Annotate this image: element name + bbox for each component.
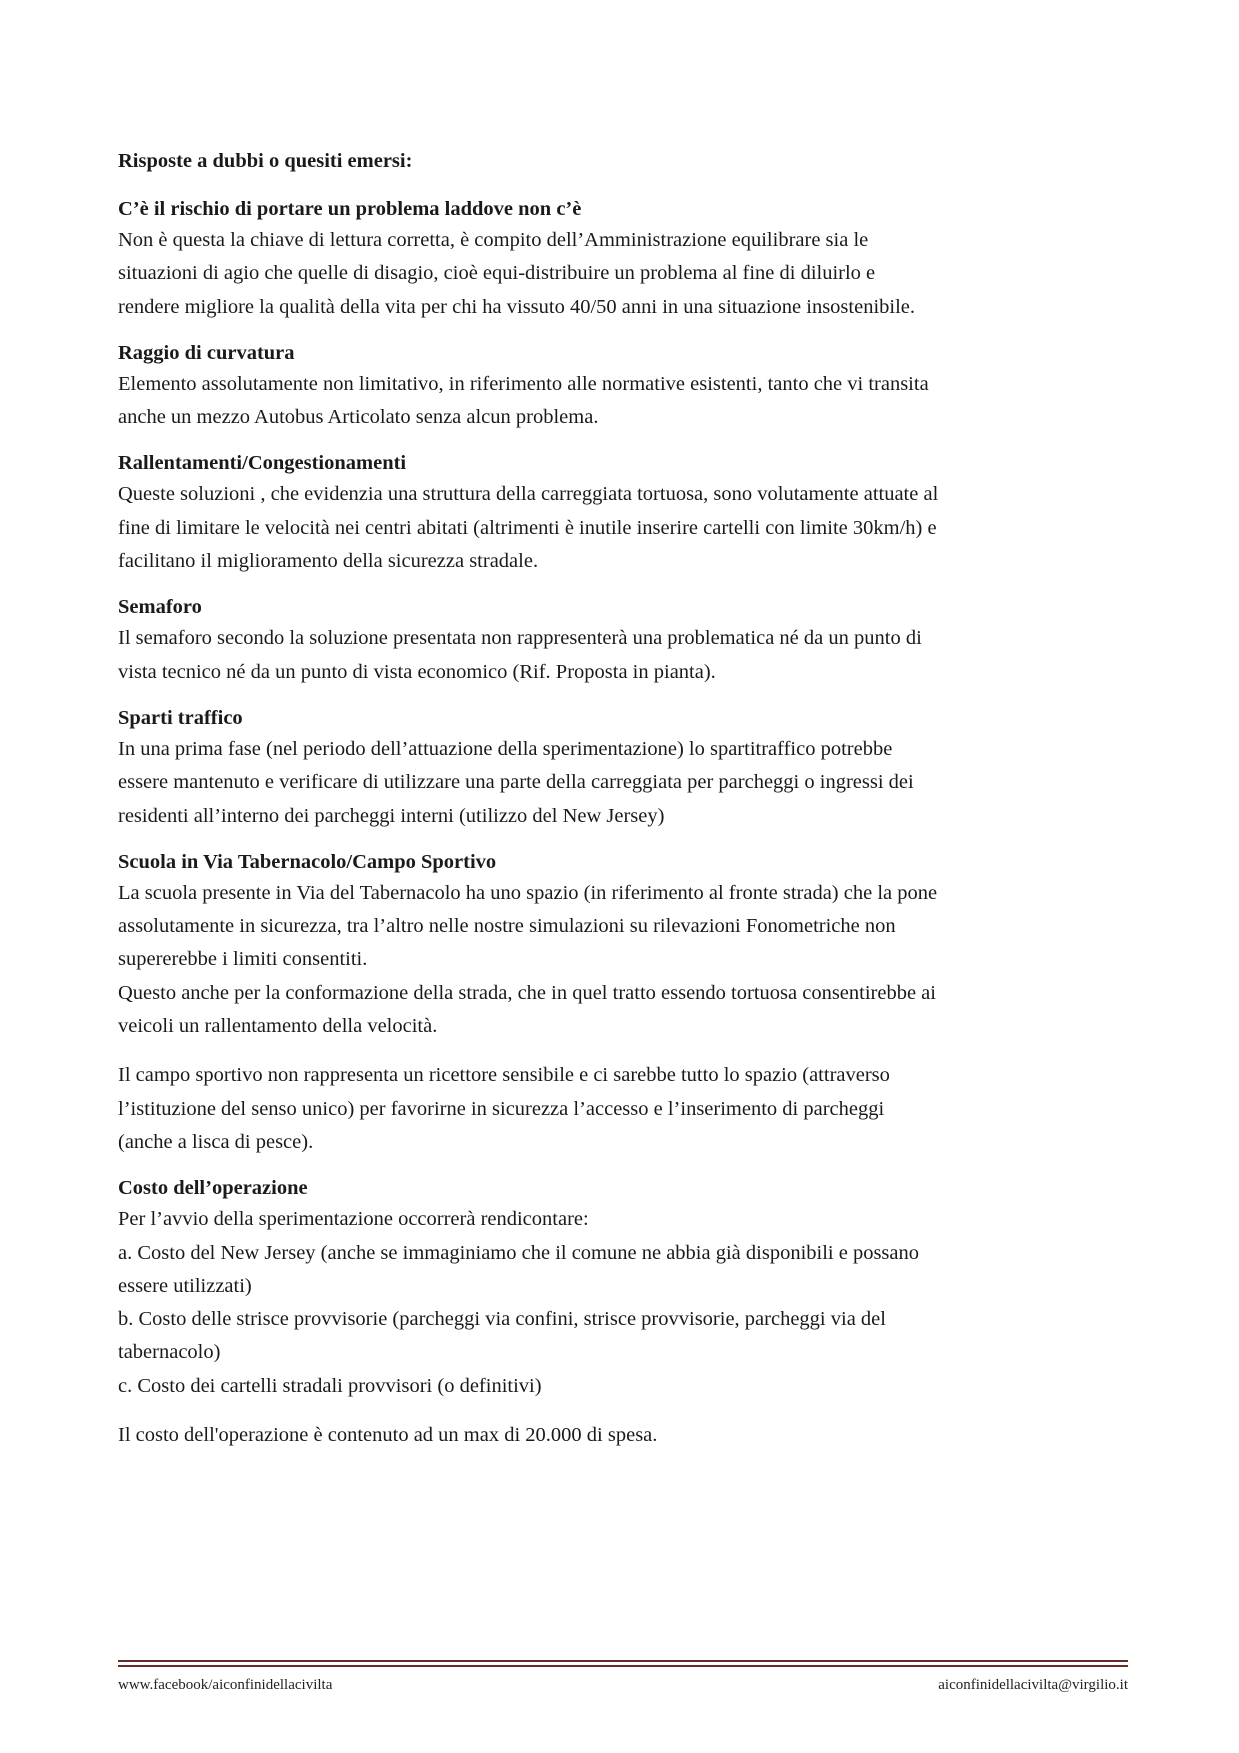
- footer-divider: [118, 1660, 1128, 1670]
- document-title: Risposte a dubbi o quesiti emersi:: [118, 150, 413, 172]
- paragraph-line: (anche a lisca di pesce).: [118, 1130, 314, 1153]
- paragraph-line: facilitano il miglioramento della sicurezza stradale.: [118, 550, 539, 573]
- paragraph-line: Non è questa la chiave di lettura corretta, è compito dell’Amministrazione equilibrare sia le: [118, 229, 869, 251]
- section-heading: Raggio di curvatura: [118, 341, 295, 364]
- paragraph-line: assolutamente in sicurezza, tra l’altro nelle nostre simulazioni su rilevazioni Fonometriche non: [118, 915, 896, 938]
- paragraph-line: vista tecnico né da un punto di vista economico (Rif. Proposta in pianta).: [118, 660, 716, 683]
- paragraph-line: Queste soluzioni , che evidenzia una struttura della carreggiata tortuosa, sono volutamente attuate al: [118, 483, 939, 506]
- paragraph-line: supererebbe i limiti consentiti.: [118, 948, 368, 971]
- paragraph-line: fine di limitare le velocità nei centri abitati (altrimenti è inutile inserire cartelli con limite 30km/h) e: [118, 516, 937, 539]
- footer-rule-line: [118, 1660, 1128, 1662]
- section-heading: C’è il rischio di portare un problema laddove non c’è: [118, 198, 582, 220]
- section-raggio-curvatura: [118, 338, 1128, 435]
- paragraph-line: l’istituzione del senso unico) per favorirne in sicurezza l’accesso e l’inserimento di parcheggi: [118, 1097, 885, 1120]
- footer-rule-line: [118, 1665, 1128, 1667]
- paragraph-line: situazioni di agio che quelle di disagio, cioè equi-distribuire un problema al fine di diluirlo e: [118, 262, 876, 285]
- list-item-line: b. Costo delle strisce provvisorie (parcheggi via confini, strisce provvisorie, parcheggi via del: [118, 1308, 886, 1331]
- paragraph-line: In una prima fase (nel periodo dell’attuazione della sperimentazione) lo spartitraffico potrebbe: [118, 737, 893, 760]
- section-heading: Semaforo: [118, 596, 202, 619]
- paragraph-line: essere mantenuto e verificare di utilizzare una parte della carreggiata per parcheggi o ingressi dei: [118, 771, 914, 794]
- section-heading: Rallentamenti/Congestionamenti: [118, 452, 407, 475]
- paragraph-line: Elemento assolutamente non limitativo, in riferimento alle normative esistenti, tanto che vi transita: [118, 372, 929, 395]
- section-costo-operazione: [118, 1173, 1128, 1452]
- paragraph-line: residenti all’interno dei parcheggi interni (utilizzo del New Jersey): [118, 804, 665, 827]
- paragraph-line: rendere migliore la qualità della vita per chi ha vissuto 40/50 anni in una situazione insostenibile.: [118, 295, 916, 318]
- document-body: [118, 146, 1128, 1466]
- paragraph-line: Il costo dell'operazione è contenuto ad un max di 20.000 di spesa.: [118, 1424, 658, 1447]
- paragraph-line: veicoli un rallentamento della velocità.: [118, 1015, 438, 1038]
- section-rischio: [118, 194, 1128, 324]
- page-footer: [118, 1677, 1128, 1694]
- paragraph-line: anche un mezzo Autobus Articolato senza alcun problema.: [118, 406, 599, 429]
- list-item-line: essere utilizzati): [118, 1274, 252, 1297]
- section-heading: Scuola in Via Tabernacolo/Campo Sportivo: [118, 850, 497, 873]
- paragraph-line: Il semaforo secondo la soluzione presentata non rappresenterà una problematica né da un punto di: [118, 627, 922, 650]
- section-sparti-traffico: [118, 703, 1128, 833]
- list-item-line: a. Costo del New Jersey (anche se immaginiamo che il comune ne abbia già disponibili e possano: [118, 1241, 920, 1264]
- paragraph-line: Per l’avvio della sperimentazione occorrerà rendicontare:: [118, 1208, 589, 1231]
- list-item-line: tabernacolo): [118, 1341, 221, 1364]
- paragraph-line: Il campo sportivo non rappresenta un ricettore sensibile e ci sarebbe tutto lo spazio (attraverso: [118, 1064, 890, 1087]
- footer-email-link[interactable]: aiconfinidellacivilta@virgilio.it: [938, 1677, 1128, 1693]
- section-semaforo: [118, 592, 1128, 689]
- paragraph-line: La scuola presente in Via del Tabernacolo ha uno spazio (in riferimento al fronte strada) che la pone: [118, 881, 938, 904]
- section-heading: Sparti traffico: [118, 706, 243, 729]
- section-rallentamenti: [118, 448, 1128, 578]
- section-heading: Costo dell’operazione: [118, 1177, 308, 1200]
- section-scuola-campo-sportivo: [118, 847, 1128, 1159]
- paragraph-line: Questo anche per la conformazione della strada, che in quel tratto essendo tortuosa consentirebbe ai: [118, 981, 936, 1004]
- footer-facebook-link[interactable]: www.facebook/aiconfinidellacivilta: [118, 1677, 333, 1693]
- list-item-line: c. Costo dei cartelli stradali provvisori (o definitivi): [118, 1374, 542, 1397]
